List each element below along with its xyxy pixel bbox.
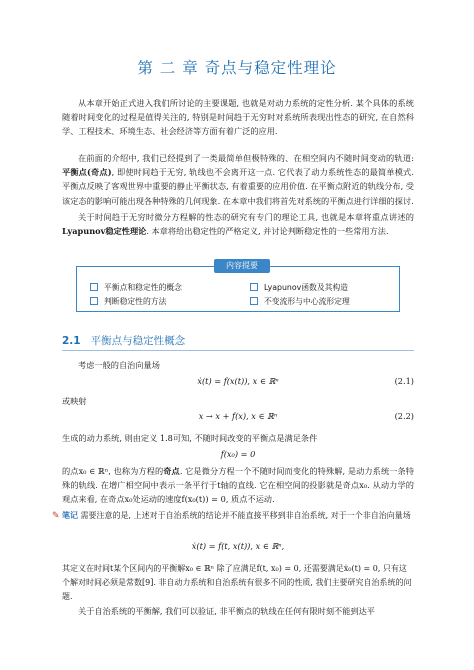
body-line: 生成的动力系统, 则由定义 1.8可知, 不随时间改变的平衡点是满足条件 [62, 433, 318, 443]
body-paragraph: 的点x₀ ∈ ℝⁿ, 也称为方程的奇点. 它是微分方程一个不随时间而变化的特殊解, 是动力系统一条特殊的轨线. 在增广相空间中表示一条平行于t轴的直线. 它在相空间的投影就是奇点x₀. 从动力学的观点来看, 在奇点x₀处运动的速度f(x₀(t)) = 0, 质点不运动. [62, 466, 414, 505]
term-singular-point: 奇点 [163, 466, 180, 476]
outline-header: 内容提要 [214, 259, 270, 273]
outline-item: 不变流形与中心流形定理 [250, 296, 350, 307]
term-lyapunov: Lyapunov稳定性理论 [62, 226, 147, 237]
term-equilibrium: 平衡点(奇点) [62, 167, 112, 178]
section-rule [62, 350, 414, 351]
body-line: 关于自治系统的平衡解, 我们可以验证, 非平衡点的轨线在任何有限时刻不能到达平 [78, 606, 375, 616]
outline-item: 判断稳定性的方法 [90, 296, 166, 307]
checkbox-icon [250, 283, 258, 291]
body-line: 或映射 [62, 396, 87, 406]
equation: x → x + f(x), x ∈ ℝⁿ [198, 411, 278, 421]
equation: f(x₀) = 0 [220, 449, 256, 459]
note-label: 笔记 [62, 510, 78, 520]
checkbox-icon [90, 297, 98, 305]
section-number: 2.1 [62, 335, 81, 347]
intro-paragraph-3: 关于时间趋于无穷时微分方程解的性态的研究有专门的理论工具, 也就是本章将重点讲述的Lyapunov稳定性理论. 本章将给出稳定性的严格定义, 并讨论判断稳定性的一些常用方法. [62, 212, 414, 237]
equation-number: (2.1) [394, 376, 414, 386]
note-block: 笔记 需要注意的是, 上述对于自治系统的结论并不能直接平移到非自治系统, 对于一个非自治向量场 [62, 510, 411, 520]
body-line: 考虑一般的自治向量场 [78, 360, 160, 370]
outline-item: 平衡点和稳定性的概念 [90, 282, 182, 293]
intro-paragraph-1: 从本章开始正式进入我们所讨论的主要课题, 也就是对动力系统的定性分析. 某个具体的系统随着时间变化的过程是值得关注的, 特别是时间趋于无穷时对系统所表现出性态的研究, 在自然科学、工程技术、环境生态、社会经济等方面有着广泛的应用. [62, 98, 414, 137]
equation-number: (2.2) [394, 411, 414, 421]
note-block-continued: 其定义在时间t某个区间内的平衡解x₀ ∈ ℝⁿ 除了应满足f(t, x₀) = 0, 还需要满足ẋ₀(t) = 0, 只有这个解对时间必须是常数[9]. 非自动力系统和自治系统有很多不同的性质, 我们主要研究自治系统的问题. [62, 564, 412, 601]
checkbox-icon [250, 297, 258, 305]
section-heading [62, 333, 185, 348]
note-icon: ✎ [52, 511, 60, 521]
intro-paragraph-2: 在前面的介绍中, 我们已经提到了一类最简单但极特殊的、在相空间内不随时间变动的轨道: 平衡点(奇点), 即使时间趋于无穷, 轨线也不会离开这一点. 它代表了动力系统性态的最简单模式. 平衡点反映了客观世界中重要的静止平衡状态, 有着重要的应用价值. 在平衡点附近的轨线分布, 受该定态的影响可能出现各种特殊的几何现象. 在本章中我们将首先对系统的平衡点进行详细的探讨. [62, 153, 414, 206]
chapter-title: 第 二 章 奇点与稳定性理论 [137, 59, 337, 77]
note-equation: ẋ(t) = f(t, x(t)), x ∈ ℝⁿ, [191, 541, 285, 551]
equation: ẋ(t) = f(x(t)), x ∈ ℝⁿ [197, 376, 279, 386]
outline-item: Lyapunov函数及其构造 [250, 282, 348, 293]
section-title: 平衡点与稳定性概念 [90, 335, 186, 347]
checkbox-icon [90, 283, 98, 291]
